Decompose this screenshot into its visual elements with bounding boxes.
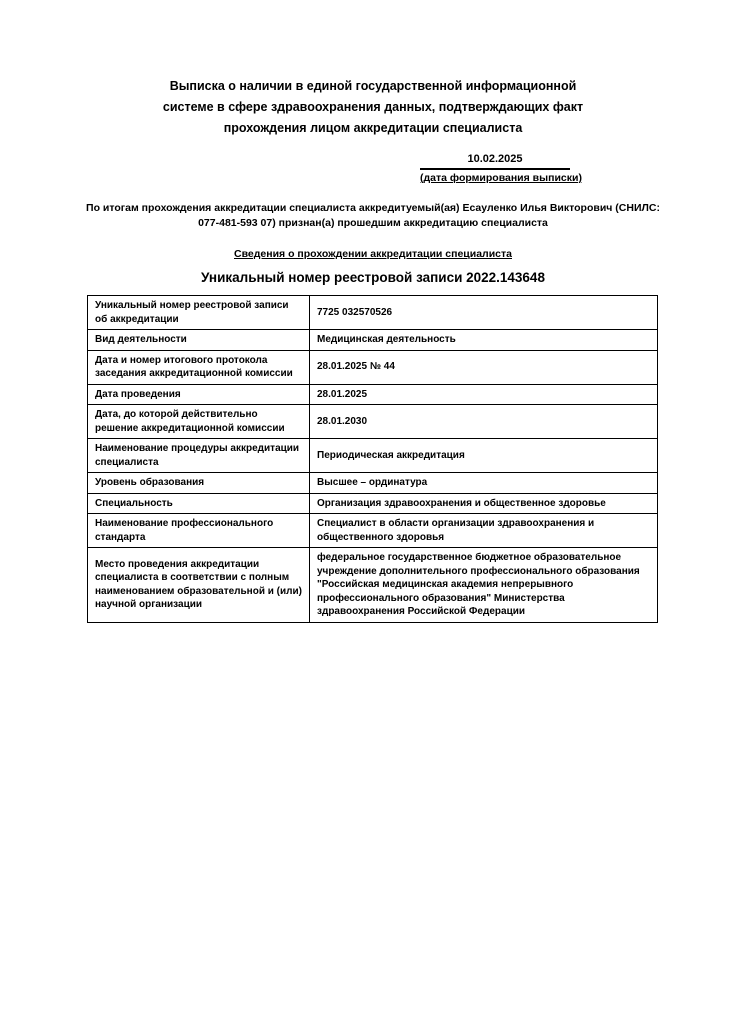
- row-value: федеральное государственное бюджетное образовательное учреждение дополнительного профессионального образования "Российская медицинская академия непрерывного профессионального образования" Министерства здравоохранения Российской Федерации: [310, 548, 658, 623]
- row-label: Наименование профессионального стандарта: [88, 514, 310, 548]
- table-row: [88, 330, 658, 351]
- row-value: Периодическая аккредитация: [310, 439, 658, 473]
- row-value: 28.01.2025 № 44: [310, 350, 658, 384]
- table-row: [88, 473, 658, 494]
- issue-date-value: 10.02.2025: [420, 153, 570, 170]
- table-row: [88, 548, 658, 623]
- row-label: Дата проведения: [88, 384, 310, 405]
- document-title-line-3: прохождения лицом аккредитации специалиста: [223, 121, 523, 135]
- row-label: Уровень образования: [88, 473, 310, 494]
- table-row: [88, 350, 658, 384]
- document-title-line-1: Выписка о наличии в единой государственной информационной: [169, 79, 577, 93]
- table-row: [88, 493, 658, 514]
- row-label: Вид деятельности: [88, 330, 310, 351]
- row-value: 28.01.2025: [310, 384, 658, 405]
- issue-date-block: [420, 153, 582, 184]
- registry-number-heading: Уникальный номер реестровой записи 2022.143648: [201, 270, 545, 285]
- row-value: 7725 032570526: [310, 296, 658, 330]
- row-value: 28.01.2030: [310, 405, 658, 439]
- document-title-line-2: системе в сфере здравоохранения данных, подтверждающих факт: [162, 100, 584, 114]
- row-value: Медицинская деятельность: [310, 330, 658, 351]
- table-row: [88, 405, 658, 439]
- issue-date-caption: (дата формирования выписки): [420, 172, 582, 184]
- row-value: Специалист в области организации здравоохранения и общественного здоровья: [310, 514, 658, 548]
- table-row: [88, 439, 658, 473]
- row-label: Дата, до которой действительно решение аккредитационной комиссии: [88, 405, 310, 439]
- accreditation-details-table: [87, 295, 658, 623]
- section-heading: Сведения о прохождении аккредитации специалиста: [234, 248, 512, 260]
- document-title: [113, 76, 633, 139]
- accreditation-summary-paragraph: По итогам прохождения аккредитации специалиста аккредитуемый(ая) Есауленко Илья Викторович (СНИЛС: 077-481-593 07) признан(а) прошедшим аккредитацию специалиста: [86, 202, 660, 229]
- accreditation-table-body: [88, 296, 658, 623]
- table-row: [88, 384, 658, 405]
- row-label: Наименование процедуры аккредитации специалиста: [88, 439, 310, 473]
- row-value: Организация здравоохранения и общественное здоровье: [310, 493, 658, 514]
- table-row: [88, 296, 658, 330]
- row-label: Специальность: [88, 493, 310, 514]
- table-row: [88, 514, 658, 548]
- row-value: Высшее – ординатура: [310, 473, 658, 494]
- row-label: Дата и номер итогового протокола заседания аккредитационной комиссии: [88, 350, 310, 384]
- row-label: Место проведения аккредитации специалиста в соответствии с полным наименованием образовательной и (или) научной организации: [88, 548, 310, 623]
- row-label: Уникальный номер реестровой записи об аккредитации: [88, 296, 310, 330]
